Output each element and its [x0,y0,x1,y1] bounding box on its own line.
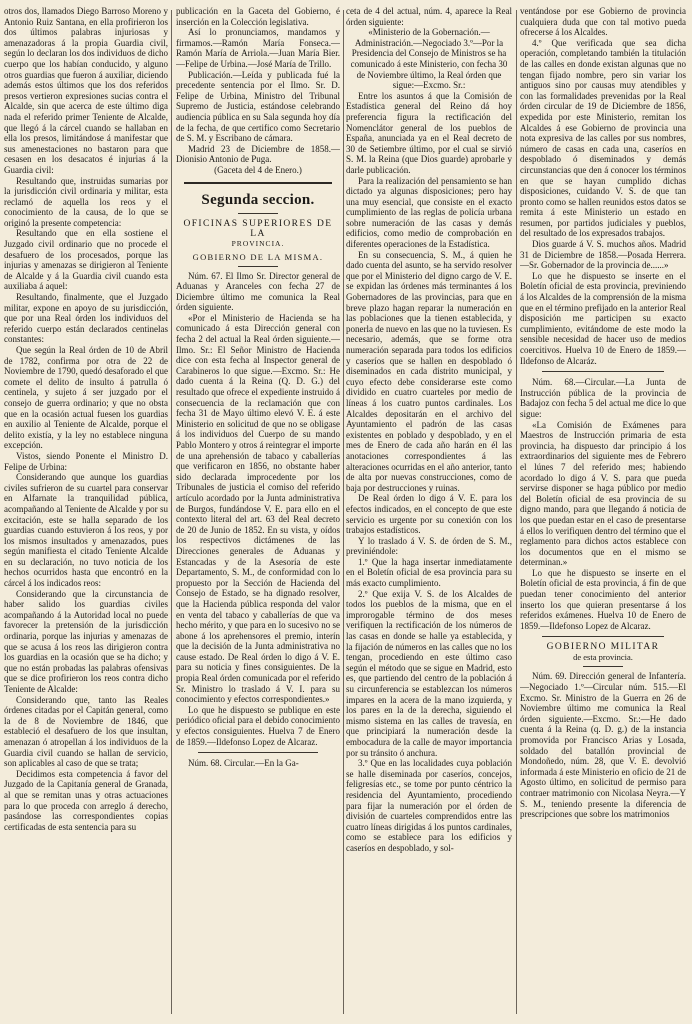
column-3 [346,6,512,1016]
paragraph: Lo que he dispuesto se publique en este periódico oficial para el debido conocimiento y efectos consiguientes. Huelva 7 de Enero de 1859.—Ildefonso Lopez de Alcaraz. [176,704,340,747]
column-2 [176,6,340,1016]
government-heading: GOBIERNO DE LA MISMA. [192,251,324,262]
paragraph: Así lo pronunciamos, mandamos y firmamos.—Ramón María Fonseca.—Ramón María de Arriola.—Juan María Bier.—Felipe de Urbina.—José María de Trillo. [176,27,340,69]
short-rule [238,213,278,214]
office-subheading: PROVINCIA. [231,238,285,248]
column-rule [516,10,517,1014]
section-divider [542,371,664,372]
paragraph: 1.º Que la haga insertar inmediatamente en el Boletín oficial de esa provincia para su más exacto cumplimiento. [346,556,512,589]
military-subheading: de esta provincia. [573,652,633,663]
paragraph: 3.º Que en las localidades cuya población se halle diseminada por caseríos, concejos, feligresías etc., se tome por punto céntrico la residencia del Ayuntamiento, procediendo para fijar la numeración por el órden de división de cuarteles comprendidos entre las cuatro líneas dirigidas á los puntos cardinales, como se establece para los edificios y caseríos en despoblado, y sol- [346,758,512,853]
centered-line: «Ministerio de la Gobernación.—Administración.—Negociado 3.º—Por la Presidencia del Consejo de Ministros se ha comunicado á este Ministerio, con fecha 30 de Noviembre último, la Real órden que sigue:—Excmo. Sr.: [350,27,508,91]
column-rule [343,10,344,1014]
paragraph: otros dos, llamados Diego Barroso Moreno y Antonio Ruiz Santana, en ella profirieron los dos últimos palabras injuriosas y amenazadoras á la propia Guardia civil, según lo declaran los dos individuos de dicho cuerpo que los habían conducido, y alguno otros guardias que fueron á auxiliar, diciendo además estos últimos que los dos referidos presos vertieron expresiones sucias contra el Alcalde, sin que acerca de este último diga nada el referido primer Teniente de Alcalde, que llegó á la cárcel cuando se hallaban en ella los presos, limitándose á manifestar que sus amenestaciones no bastaron para que cesasen en los desacatos é injurias á la Guardia civil: [4,6,168,175]
centered-line: (Gaceta del 4 de Enero.) [214,164,302,175]
column-rule [171,10,172,1014]
paragraph: En su consecuencia, S. M., á quien he dado cuenta del asunto, se ha servido resolver que por el Ministerio del digno cargo de V. E. se expidan las órdenes más terminantes á los Gobernadores de las provincias, para que en breve plazo hagan reparar la numeración en las poblaciones que la tienen establecida, y ponerla de nuevo en las que no la tuviesen. Es necesario, además, que se forme otra numeración separada para todos los edificios y caseríos que se hallen en despoblado ó diseminados en cada distrito municipal, y cuyo efecto debe considerarse este como dividido en cuatro cuarteles por medio de líneas á los cuatro puntos cardinales. Los Alcaldes depositarán en el archivo del Ayuntamiento el padrón de las casas existentes en poblado y despoblado, y en el mes de Enero de cada año harán en él las anotaciones correspondientes á las alteraciones ocurridas en el año anterior, tanto de alta por nuevas construcciones, como de baja por destrucciones y ruinas. [346,249,512,493]
paragraph: Lo que he dispuesto se inserte en el Boletín oficial de esta provincia, previniendo á los Alcaldes de la comprensión de la misma que en el término prefijado en la anterior Real disposición me participen su exacto cumplimiento, evitándome de este modo la sensible necesidad de hacer uso de medios coercitivos. Huelva 10 de Enero de 1859.—Ildefonso de Alcaráz. [520,270,686,366]
paragraph: Decidimos esta competencia á favor del Juzgado de la Capitanía general de Granada, al que se remitan unas y otras actuaciones para lo que proceda con arreglo á derecho, pasándose las correspondientes copias certificadas de esta sentencia para su [4,768,168,832]
paragraph: «La Comisión de Exámenes para Maestros de Instrucción primaria de esta provincia, ha dispuesto dar principio á los extraordinarios del siguiente mes de Febrero el lúnes 7 del referido mes; habiendo acordado lo digo á V. S. para que pueda servirse disponer se haga público por medio del Boletín oficial de esa provincia de su digno mando, para que llegando á noticia de los que puedan estar en el caso de presentarse á ellos lo verifiquen dentro del término que el reglamento para dichos actos establece con los documentos que en el mismo se determinan.» [520,419,686,568]
paragraph: Núm. 68. Circular.—En la Ga- [188,758,299,769]
paragraph: De Real órden lo digo á V. E. para los efectos indicados, en el concepto de que este servicio es urgente por su conexión con los trabajos estadísticos. [346,493,512,536]
paragraph: Publicación.—Leída y publicada fué la precedente sentencia por el Ilmo. Sr. D. Felipe de Urbina, Ministro del Tribunal Supremo de Justicia, estándose celebrando audiencia pública en su Sala segunda hoy día de la fecha, de que certifico como Secretario de S. M. y Escribano de cámara. [176,69,340,144]
paragraph: Resultando, finalmente, que el Juzgado militar, expone en apoyo de su jurisdicción, que por una Real órden los individuos del referido cuerpo están declarados centinelas constantes: [4,292,168,345]
paragraph: Dios guarde á V. S. muchos años. Madrid 31 de Diciembre de 1858.—Posada Herrera.—Sr. Gobernador de la provincia de......» [520,239,686,271]
paragraph: Resultando que en ella sostiene el Juzgado civil ordinario que no procede el desafuero de los procesados, porque las injurias y amenazas se dirigieron al Teniente de Alcalde y á la Guardia civil cuando esta auxiliaba á aquel: [4,228,168,292]
paragraph: Resultando que, instruidas sumarias por la jurisdicción civil ordinaria y militar, esta reclamó de aquella los reos y el conocimiento de la causa, de lo que se originó la presente competencia: [4,175,168,228]
paragraph: 4.º Que verificada que sea dicha operación, completando también la titulación de las calles en donde existan algunas que no tengan fijado nombre, pero sin variar los antiguos sino por causas muy atendibles y con las formalidades prevenidas por la Real órden circular de 19 de Diciembre de 1856, expedida por este Ministerio, remitan los Alcaldes á ese Gobierno de provincia una nota expresiva de las calles por sus nombres, número de casas en cada una, caseríos en despoblado ó diseminados y demás circunstancias que den á conocer los términos en que se hayan cumplido dichas disposiciones, cuidando V. S. de que tan pronto como se hallen reunidos estos datos se remita á este Ministerio un estado en resumen, por partidos judiciales y pueblos, del resultado de los expresados trabajos. [520,37,686,239]
paragraph: publicación en la Gaceta del Gobierno, é inserción en la Colección legislativa. [176,6,340,27]
paragraph: Que según la Real órden de 10 de Abril de 1782, confirma por otra de 22 de Noviembre de 1790, quedó desaforado el que comete el delito de insulto á patrulla ó centinela, y sujeto á ser juzgado por el consejo de guerra ordinario; y que no obsta que en la ocasión actual fuesen los guardias en auxilio al Teniente de Alcalde, porque el delito existía, y la ley no establece ninguna excepción. [4,345,168,451]
short-rule [238,266,278,267]
section-divider [184,182,332,184]
paragraph: ventándose por ese Gobierno de provincia cualquiera duda que con tal motivo pueda ofrecerse á los Alcaldes. [520,6,686,38]
paragraph: 2.º Que exija V. S. de los Alcaldes de todos los pueblos de la misma, que en el improrogable término de dos meses verifiquen la rectificación de los números de las casas en donde se halle ya establecida, y la fijación de números en las calles que no los tengan, procediendo en este último caso según el método que se sigue en Madrid, esto es, que partiendo del centro de la población á su circunferencia se establezcan los números impares en la acera de la mano izquierda, y los pares en la de la derecha, siguiendo el mismo sistema en las calles de travesía, en que principiará la numeración desde la embocadura de la calle de mayor importancia por su tránsito ó anchura. [346,588,512,758]
paragraph: Vistos, siendo Ponente el Ministro D. Felipe de Urbina: [4,450,168,472]
paragraph: Y lo traslado á V. S. de órden de S. M., previniéndole: [346,535,512,557]
paragraph: Considerando que, tanto las Reales órdenes citadas por el Capitán general, como la de 8 de Noviembre de 1846, que estableció el desafuero de los que insultan, amenazan ó atropellan á los individuos de la Guardia civil cuando se hallan de servicio, son aplicables al caso de que se trata; [4,694,168,769]
paragraph: Para la realización del pensamiento se han dictado ya algunas disposiciones; pero hay una muy esencial, que consiste en el exacto cumplimiento de las reglas de policía urbana sobre numeración de las casas y demás edificios, como medio de comprobación en diferentes operaciones de la Estadística. [346,175,512,250]
paragraph: Madrid 23 de Diciembre de 1858.—Dionisio Antonio de Puga. [176,143,340,165]
paragraph: Núm. 67. El Ilmo Sr. Director general de Aduanas y Aranceles con fecha 27 de Diciembre último me comunica la Real órden siguiente. [176,270,340,313]
paragraph: Núm. 69. Dirección general de Infantería.—Negociado 1.º—Circular núm. 515.—El Excmo. Sr. Ministro de la Guerra en 26 de Noviembre último me comunica la Real órden siguiente.—Excmo. Sr.:—He dado cuenta á la Reina (q. D. g.) de la instancia promovida por Francisco Arias y Losada, soldado del batallón provincial de Mondoñedo, núm. 28, que V. E. devolvió informada á este Ministerio en oficio de 21 de Agosto último, en solicitud de permiso para contraer matrimonio con Nicolasa Neyra.—Y S. M., teniendo presente la diferencia de prescripciones que sobre los matrimonios [520,671,686,820]
paragraph: Lo que he dispuesto se inserte en el Boletín oficial de esta provincia, á fin de que puedan tener conocimiento del anterior inserto los que quieran presentarse á los referidos exámenes. Huelva 10 de Enero de 1859.—Ildefonso Lopez de Alcaraz. [520,567,686,631]
short-rule [583,666,623,667]
section-divider [198,752,318,753]
paragraph: «Por el Ministerio de Hacienda se ha comunicado á esta Dirección general con fecha 2 del actual la Real órden siguiente.—Ilmo. Sr.: El Señor Ministro de Hacienda dice con esta fecha al Inspector general de Carabineros lo que sigue.—Excmo. Sr.: He dado cuenta á la Reina (Q. D. G.) del resultado que ofrece el expediente instruido á consecuencia de la reclamación que con fecha 31 de Mayo último elevó V. E. á este Ministerio en solicitud de que no se obligase á los individuos del Cuerpo de su mando Pablo Montero y otros á reintegrar el importe de una aprehensión de tabaco y caballerías que verificaron en 1856, no obstante haber sido declarada improcedente por los Tribunales de justicia el comiso del referido artículo acordado por la Junta administrativa de Burgos, fundándose V. E. para ello en el contexto literal del art. 63 del Real decreto de 20 de Junio de 1852. En su vista, y oídos los respectivos dictámenes de las Direcciones generales de Aduanas y Estancadas y de la Asesoría de este Departamento, S. M., de conformidad con lo propuesto por la Sección de Hacienda del Consejo de Estado, se ha dignado resolver, que la Hacienda pública responda del valor en venta del tabaco y caballerías de que va hecho mérito, y que para en lo sucesivo no se abone á los aprehensores el premio, interín que la decisión de la Junta administrativa no cause estado. De Real órden lo digo á V. E. para su noticia y fines consiguientes. De la propia Real órden comunicada por el referido Sr. Ministro lo traslado á V. I. para su conocimiento y efectos correspondientes.» [176,312,340,705]
paragraph: Núm. 68.—Circular.—La Junta de Instrucción pública de la provincia de Badajoz con fecha 5 del actual me dice lo que sigue: [520,377,686,419]
paragraph: ceta de 4 del actual, núm. 4, aparece la Real órden siguiente: [346,6,512,27]
military-heading: GOBIERNO MILITAR [546,642,660,653]
column-1 [4,6,168,1016]
paragraph: Considerando que aunque los guardias civiles sufrieron de su cuartel para conservar en Alfarnate la tranquilidad pública, acompañando al Teniente de Alcalde y por su excitación, este se halla separado de los guardias cuando estuvieron á los reos, y por los mismos insultados y amenazados, pues según manifiesta el citado Teniente Alcalde en su declaración, no tuvo noticia de los hechos ocurridos hasta que encontró en la cárcel á los indicados reos: [4,472,168,589]
section-heading: Segunda seccion. [201,191,315,208]
paragraph: Considerando que la circunstancia de haber salido los guardias civiles acompañando á la Autoridad local no puede favorecer la pretensión de la jurisdicción ordinaria, porque las injurias y amenazas de que se acusa á los reos las dirigieron contra los guardias en la ocasión que se ha dicho; y que no están probadas las palabras ofensivas que se dice profirieron los reos contra dicho Teniente de Alcalde: [4,588,168,694]
office-heading: OFICINAS SUPERIORES DE LA [183,218,333,239]
section-divider [542,636,664,637]
paragraph: Entre los asuntos á que la Comisión de Estadística general del Reino dá hoy preferencia figura la rectificación del Nomenclátor general de los pueblos de España, anunciada ya en el Real decreto de 30 de Setiembre último, por el cual se sirvió S. M. la Reina (que Dios guarde) aprobarle y darle publicación. [346,90,512,175]
column-4 [520,6,686,1016]
